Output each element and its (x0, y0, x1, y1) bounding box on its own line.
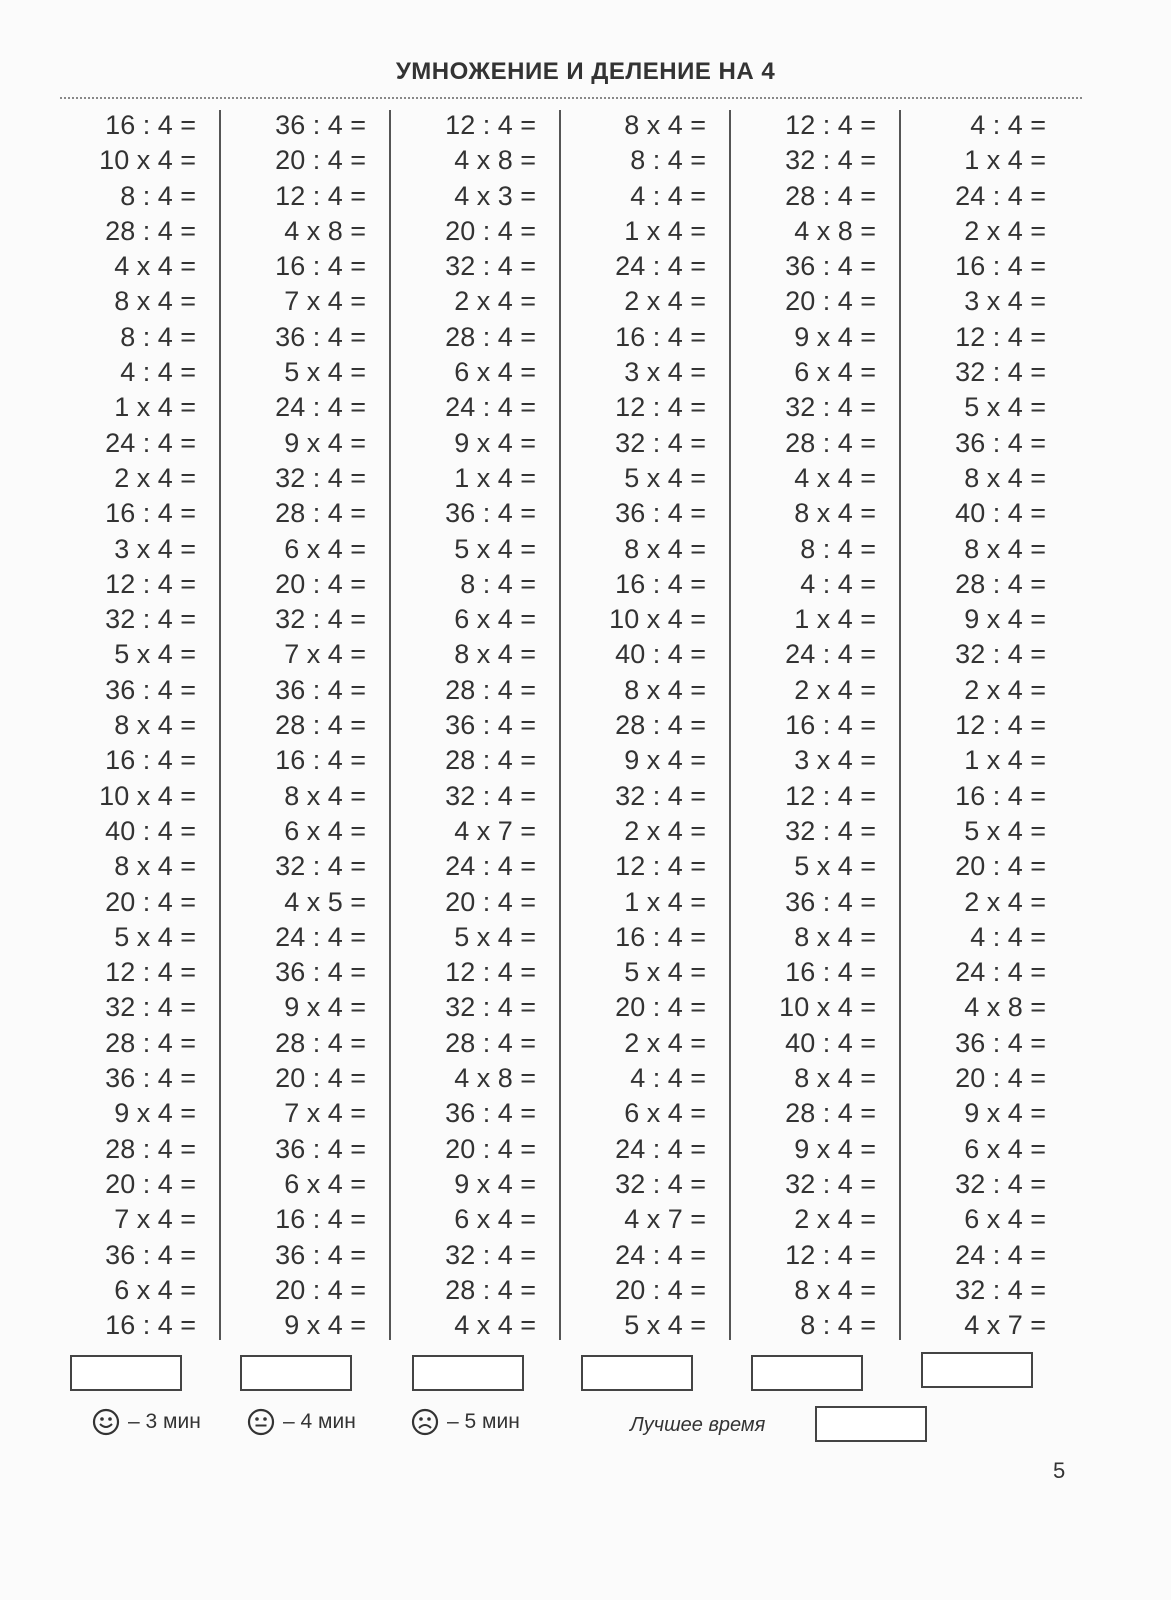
exercise-item: 4 x 4 = (114, 251, 196, 282)
exercise-item: 32 : 4 = (445, 251, 536, 282)
exercise-item: 4 : 4 = (630, 1063, 706, 1094)
exercise-item: 9 x 4 = (964, 604, 1046, 635)
exercise-item: 4 : 4 = (800, 568, 876, 599)
exercise-item: 16 : 4 = (105, 498, 196, 529)
exercise-item: 4 x 8 = (454, 1063, 536, 1094)
exercise-item: 8 x 4 = (114, 710, 196, 741)
exercise-item: 32 : 4 = (955, 639, 1046, 670)
exercise-item: 40 : 4 = (955, 498, 1046, 529)
exercise-item: 6 x 4 = (454, 1204, 536, 1235)
exercise-item: 8 x 4 = (794, 921, 876, 952)
exercise-item: 32 : 4 = (105, 604, 196, 635)
exercise-item: 32 : 4 = (615, 780, 706, 811)
exercise-item: 24 : 4 = (275, 392, 366, 423)
exercise-item: 9 x 4 = (454, 427, 536, 458)
exercise-item: 6 x 4 = (964, 1204, 1046, 1235)
exercise-item: 32 : 4 = (445, 992, 536, 1023)
legend-neutral (247, 1408, 356, 1436)
exercise-item: 16 : 4 = (105, 1310, 196, 1341)
exercise-item: 2 x 4 = (624, 1027, 706, 1058)
exercise-item: 28 : 4 = (445, 1027, 536, 1058)
exercise-item: 20 : 4 = (955, 851, 1046, 882)
exercise-item: 20 : 4 = (445, 215, 536, 246)
exercise-item: 12 : 4 = (615, 392, 706, 423)
exercise-item: 16 : 4 = (785, 957, 876, 988)
exercise-item: 8 x 4 = (454, 639, 536, 670)
exercise-item: 16 : 4 = (955, 251, 1046, 282)
exercise-item: 5 x 4 = (624, 957, 706, 988)
exercise-item: 24 : 4 = (275, 921, 366, 952)
exercise-item: 3 x 4 = (794, 745, 876, 776)
page-number: 5 (1053, 1458, 1066, 1483)
exercise-item: 3 x 4 = (624, 357, 706, 388)
exercise-item: 2 x 4 = (964, 886, 1046, 917)
exercise-item: 4 x 8 = (284, 215, 366, 246)
exercise-item: 1 x 4 = (964, 145, 1046, 176)
exercise-item: 3 x 4 = (114, 533, 196, 564)
exercise-item: 12 : 4 = (955, 321, 1046, 352)
exercise-item: 8 x 4 = (794, 1063, 876, 1094)
column-divider (899, 110, 901, 1340)
exercise-item: 9 x 4 = (114, 1098, 196, 1129)
best-time-label: Лучшее время (630, 1414, 766, 1436)
exercise-item: 8 : 4 = (120, 321, 196, 352)
exercise-item: 36 : 4 = (785, 886, 876, 917)
exercise-item: 28 : 4 = (105, 215, 196, 246)
exercise-item: 4 : 4 = (970, 921, 1046, 952)
exercise-item: 5 x 4 = (284, 357, 366, 388)
exercise-item: 9 x 4 = (284, 427, 366, 458)
page-title: УМНОЖЕНИЕ И ДЕЛЕНИЕ НА 4 (395, 58, 776, 85)
exercise-item: 8 : 4 = (800, 533, 876, 564)
exercise-item: 6 x 4 = (284, 815, 366, 846)
exercise-item: 28 : 4 = (785, 427, 876, 458)
exercise-item: 5 x 4 = (454, 921, 536, 952)
smiley-neutral-icon (247, 1408, 275, 1436)
exercise-item: 7 x 4 = (284, 1098, 366, 1129)
exercise-item: 4 x 3 = (454, 180, 536, 211)
exercise-item: 4 x 4 = (794, 462, 876, 493)
exercise-item: 8 x 4 = (794, 1274, 876, 1305)
exercise-item: 16 : 4 = (615, 321, 706, 352)
exercise-item: 32 : 4 = (955, 1274, 1046, 1305)
exercise-item: 32 : 4 = (955, 1168, 1046, 1199)
exercise-item: 10 x 4 = (99, 780, 196, 811)
exercise-item: 32 : 4 = (785, 815, 876, 846)
exercise-item: 20 : 4 = (785, 286, 876, 317)
exercise-item: 40 : 4 = (105, 815, 196, 846)
exercise-item: 4 : 4 = (970, 110, 1046, 140)
exercise-item: 36 : 4 = (955, 427, 1046, 458)
title-divider (60, 97, 1082, 99)
exercise-item: 9 x 4 = (964, 1098, 1046, 1129)
exercise-item: 8 x 4 = (794, 498, 876, 529)
exercise-item: 8 : 4 = (630, 145, 706, 176)
exercise-item: 4 x 8 = (964, 992, 1046, 1023)
exercise-item: 4 : 4 = (630, 180, 706, 211)
exercise-item: 8 x 4 = (284, 780, 366, 811)
exercise-item: 32 : 4 = (445, 780, 536, 811)
exercise-item: 40 : 4 = (785, 1027, 876, 1058)
exercise-item: 28 : 4 = (785, 1098, 876, 1129)
exercise-item: 24 : 4 = (615, 1133, 706, 1164)
exercise-item: 4 x 7 = (624, 1204, 706, 1235)
exercise-item: 16 : 4 = (615, 568, 706, 599)
exercise-item: 28 : 4 = (105, 1133, 196, 1164)
exercise-item: 8 x 4 = (114, 286, 196, 317)
exercise-column-4 (560, 108, 730, 1343)
exercise-item: 5 x 4 = (624, 462, 706, 493)
exercise-item: 32 : 4 = (275, 604, 366, 635)
exercise-item: 5 x 4 = (454, 533, 536, 564)
time-box-column-5[interactable] (751, 1355, 863, 1391)
time-box-column-1[interactable] (70, 1355, 182, 1391)
exercise-item: 4 x 5 = (284, 886, 366, 917)
time-box-column-3[interactable] (412, 1355, 524, 1391)
exercise-item: 24 : 4 = (955, 957, 1046, 988)
exercise-item: 20 : 4 = (105, 1168, 196, 1199)
exercise-item: 24 : 4 = (785, 639, 876, 670)
exercise-item: 4 x 8 = (794, 215, 876, 246)
exercise-item: 1 x 4 = (624, 886, 706, 917)
exercise-item: 20 : 4 = (105, 886, 196, 917)
exercise-item: 20 : 4 = (275, 1063, 366, 1094)
exercise-item: 4 : 4 = (120, 357, 196, 388)
exercise-item: 6 x 4 = (114, 1274, 196, 1305)
exercise-item: 2 x 4 = (454, 286, 536, 317)
exercise-item: 7 x 4 = (114, 1204, 196, 1235)
exercise-item: 8 x 4 = (964, 533, 1046, 564)
exercise-item: 36 : 4 = (105, 674, 196, 705)
exercise-item: 2 x 4 = (794, 674, 876, 705)
exercise-item: 9 x 4 = (284, 992, 366, 1023)
exercise-item: 16 : 4 = (615, 921, 706, 952)
exercise-item: 1 x 4 = (624, 215, 706, 246)
exercise-item: 1 x 4 = (964, 745, 1046, 776)
exercise-item: 2 x 4 = (964, 674, 1046, 705)
legend-neutral-label: – 4 мин (283, 1410, 356, 1433)
exercise-item: 36 : 4 = (615, 498, 706, 529)
exercise-item: 28 : 4 = (615, 710, 706, 741)
best-time-box[interactable] (815, 1406, 927, 1442)
exercise-item: 24 : 4 = (615, 251, 706, 282)
exercise-item: 8 x 4 = (964, 462, 1046, 493)
exercise-item: 32 : 4 = (445, 1239, 536, 1270)
exercise-item: 12 : 4 = (105, 957, 196, 988)
exercise-item: 6 x 4 = (454, 604, 536, 635)
smiley-happy-icon (92, 1408, 120, 1436)
column-divider (219, 110, 221, 1340)
exercise-item: 2 x 4 = (964, 215, 1046, 246)
exercise-item: 36 : 4 = (105, 1239, 196, 1270)
exercise-item: 36 : 4 = (275, 1133, 366, 1164)
exercise-item: 12 : 4 = (445, 110, 536, 140)
exercise-item: 28 : 4 = (275, 498, 366, 529)
exercise-column-1 (50, 108, 220, 1343)
exercise-item: 24 : 4 = (615, 1239, 706, 1270)
exercise-item: 32 : 4 = (785, 392, 876, 423)
exercise-item: 4 x 4 = (454, 1310, 536, 1341)
exercise-item: 12 : 4 = (615, 851, 706, 882)
exercise-item: 10 x 4 = (609, 604, 706, 635)
exercise-item: 8 x 4 = (624, 674, 706, 705)
exercise-item: 2 x 4 = (624, 815, 706, 846)
exercise-item: 20 : 4 = (445, 886, 536, 917)
exercise-item: 6 x 4 = (964, 1133, 1046, 1164)
column-divider (389, 110, 391, 1340)
exercise-item: 24 : 4 = (445, 851, 536, 882)
exercise-item: 28 : 4 = (445, 321, 536, 352)
exercise-item: 12 : 4 = (955, 710, 1046, 741)
exercise-item: 4 x 7 = (964, 1310, 1046, 1341)
legend-happy (92, 1408, 201, 1436)
exercise-item: 28 : 4 = (445, 745, 536, 776)
exercise-item: 1 x 4 = (114, 392, 196, 423)
exercise-item: 36 : 4 = (275, 674, 366, 705)
exercise-item: 28 : 4 = (445, 674, 536, 705)
exercise-item: 16 : 4 = (955, 780, 1046, 811)
exercise-item: 2 x 4 = (624, 286, 706, 317)
exercise-item: 16 : 4 = (275, 251, 366, 282)
exercise-item: 8 x 4 = (114, 851, 196, 882)
exercise-item: 16 : 4 = (275, 1204, 366, 1235)
legend-sad (411, 1408, 520, 1436)
exercise-item: 20 : 4 = (275, 1274, 366, 1305)
exercise-item: 40 : 4 = (615, 639, 706, 670)
exercise-item: 36 : 4 = (105, 1063, 196, 1094)
exercise-item: 16 : 4 = (785, 710, 876, 741)
exercise-item: 32 : 4 = (615, 427, 706, 458)
exercise-item: 24 : 4 = (955, 1239, 1046, 1270)
time-box-column-6[interactable] (921, 1352, 1033, 1388)
exercise-item: 9 x 4 = (794, 321, 876, 352)
exercise-item: 20 : 4 = (615, 992, 706, 1023)
exercise-item: 24 : 4 = (955, 180, 1046, 211)
exercise-item: 3 x 4 = (964, 286, 1046, 317)
exercise-item: 36 : 4 = (445, 1098, 536, 1129)
exercise-item: 24 : 4 = (445, 392, 536, 423)
exercise-item: 10 x 4 = (779, 992, 876, 1023)
exercise-item: 7 x 4 = (284, 286, 366, 317)
exercise-column-6 (900, 108, 1070, 1343)
exercise-item: 4 x 7 = (454, 815, 536, 846)
exercise-item: 36 : 4 = (785, 251, 876, 282)
exercise-item: 5 x 4 = (114, 921, 196, 952)
exercise-item: 9 x 4 = (284, 1310, 366, 1341)
exercise-item: 8 x 4 = (624, 533, 706, 564)
exercise-item: 28 : 4 = (445, 1274, 536, 1305)
exercise-item: 2 x 4 = (114, 462, 196, 493)
exercise-item: 12 : 4 = (445, 957, 536, 988)
exercise-column-2 (220, 108, 390, 1343)
exercise-item: 5 x 4 = (964, 815, 1046, 846)
time-box-column-2[interactable] (240, 1355, 352, 1391)
exercise-item: 12 : 4 = (785, 780, 876, 811)
exercise-item: 20 : 4 = (275, 145, 366, 176)
exercise-item: 6 x 4 = (454, 357, 536, 388)
exercise-item: 4 x 8 = (454, 145, 536, 176)
exercise-item: 1 x 4 = (794, 604, 876, 635)
exercise-item: 36 : 4 = (275, 957, 366, 988)
exercise-item: 16 : 4 = (275, 745, 366, 776)
exercise-item: 10 x 4 = (99, 145, 196, 176)
exercise-item: 28 : 4 = (955, 568, 1046, 599)
column-divider (559, 110, 561, 1340)
exercise-item: 1 x 4 = (454, 462, 536, 493)
exercise-item: 12 : 4 = (785, 110, 876, 140)
exercise-item: 32 : 4 = (275, 851, 366, 882)
exercise-item: 6 x 4 = (284, 533, 366, 564)
exercise-item: 36 : 4 = (955, 1027, 1046, 1058)
exercise-item: 5 x 4 = (114, 639, 196, 670)
exercise-item: 12 : 4 = (275, 180, 366, 211)
exercise-item: 36 : 4 = (275, 110, 366, 140)
exercise-item: 5 x 4 = (794, 851, 876, 882)
column-divider (729, 110, 731, 1340)
exercise-item: 8 : 4 = (120, 180, 196, 211)
exercise-item: 16 : 4 = (105, 110, 196, 140)
exercise-item: 5 x 4 = (624, 1310, 706, 1341)
exercise-item: 36 : 4 = (275, 1239, 366, 1270)
exercise-item: 20 : 4 = (445, 1133, 536, 1164)
exercise-item: 28 : 4 = (275, 1027, 366, 1058)
exercise-item: 9 x 4 = (454, 1168, 536, 1199)
exercise-item: 32 : 4 = (275, 462, 366, 493)
exercise-item: 9 x 4 = (794, 1133, 876, 1164)
smiley-sad-icon (411, 1408, 439, 1436)
exercise-column-3 (390, 108, 560, 1343)
exercise-columns (50, 108, 1080, 1368)
exercise-item: 7 x 4 = (284, 639, 366, 670)
exercise-item: 12 : 4 = (105, 568, 196, 599)
exercise-item: 20 : 4 = (955, 1063, 1046, 1094)
exercise-item: 5 x 4 = (964, 392, 1046, 423)
exercise-item: 20 : 4 = (615, 1274, 706, 1305)
exercise-item: 9 x 4 = (624, 745, 706, 776)
exercise-item: 32 : 4 = (785, 145, 876, 176)
exercise-item: 2 x 4 = (794, 1204, 876, 1235)
exercise-item: 8 : 4 = (800, 1310, 876, 1341)
exercise-item: 6 x 4 = (624, 1098, 706, 1129)
exercise-column-5 (730, 108, 900, 1343)
exercise-item: 6 x 4 = (794, 357, 876, 388)
exercise-item: 32 : 4 = (785, 1168, 876, 1199)
exercise-item: 28 : 4 = (785, 180, 876, 211)
legend-sad-label: – 5 мин (447, 1410, 520, 1433)
exercise-item: 28 : 4 = (275, 710, 366, 741)
exercise-item: 32 : 4 = (955, 357, 1046, 388)
exercise-item: 32 : 4 = (615, 1168, 706, 1199)
exercise-item: 12 : 4 = (785, 1239, 876, 1270)
time-box-column-4[interactable] (581, 1355, 693, 1391)
exercise-item: 36 : 4 = (445, 498, 536, 529)
exercise-item: 28 : 4 = (105, 1027, 196, 1058)
exercise-item: 8 x 4 = (624, 110, 706, 140)
legend-happy-label: – 3 мин (128, 1410, 201, 1433)
exercise-item: 32 : 4 = (105, 992, 196, 1023)
exercise-item: 36 : 4 = (445, 710, 536, 741)
exercise-item: 16 : 4 = (105, 745, 196, 776)
exercise-item: 6 x 4 = (284, 1168, 366, 1199)
exercise-item: 20 : 4 = (275, 568, 366, 599)
exercise-item: 24 : 4 = (105, 427, 196, 458)
exercise-item: 36 : 4 = (275, 321, 366, 352)
exercise-item: 8 : 4 = (460, 568, 536, 599)
